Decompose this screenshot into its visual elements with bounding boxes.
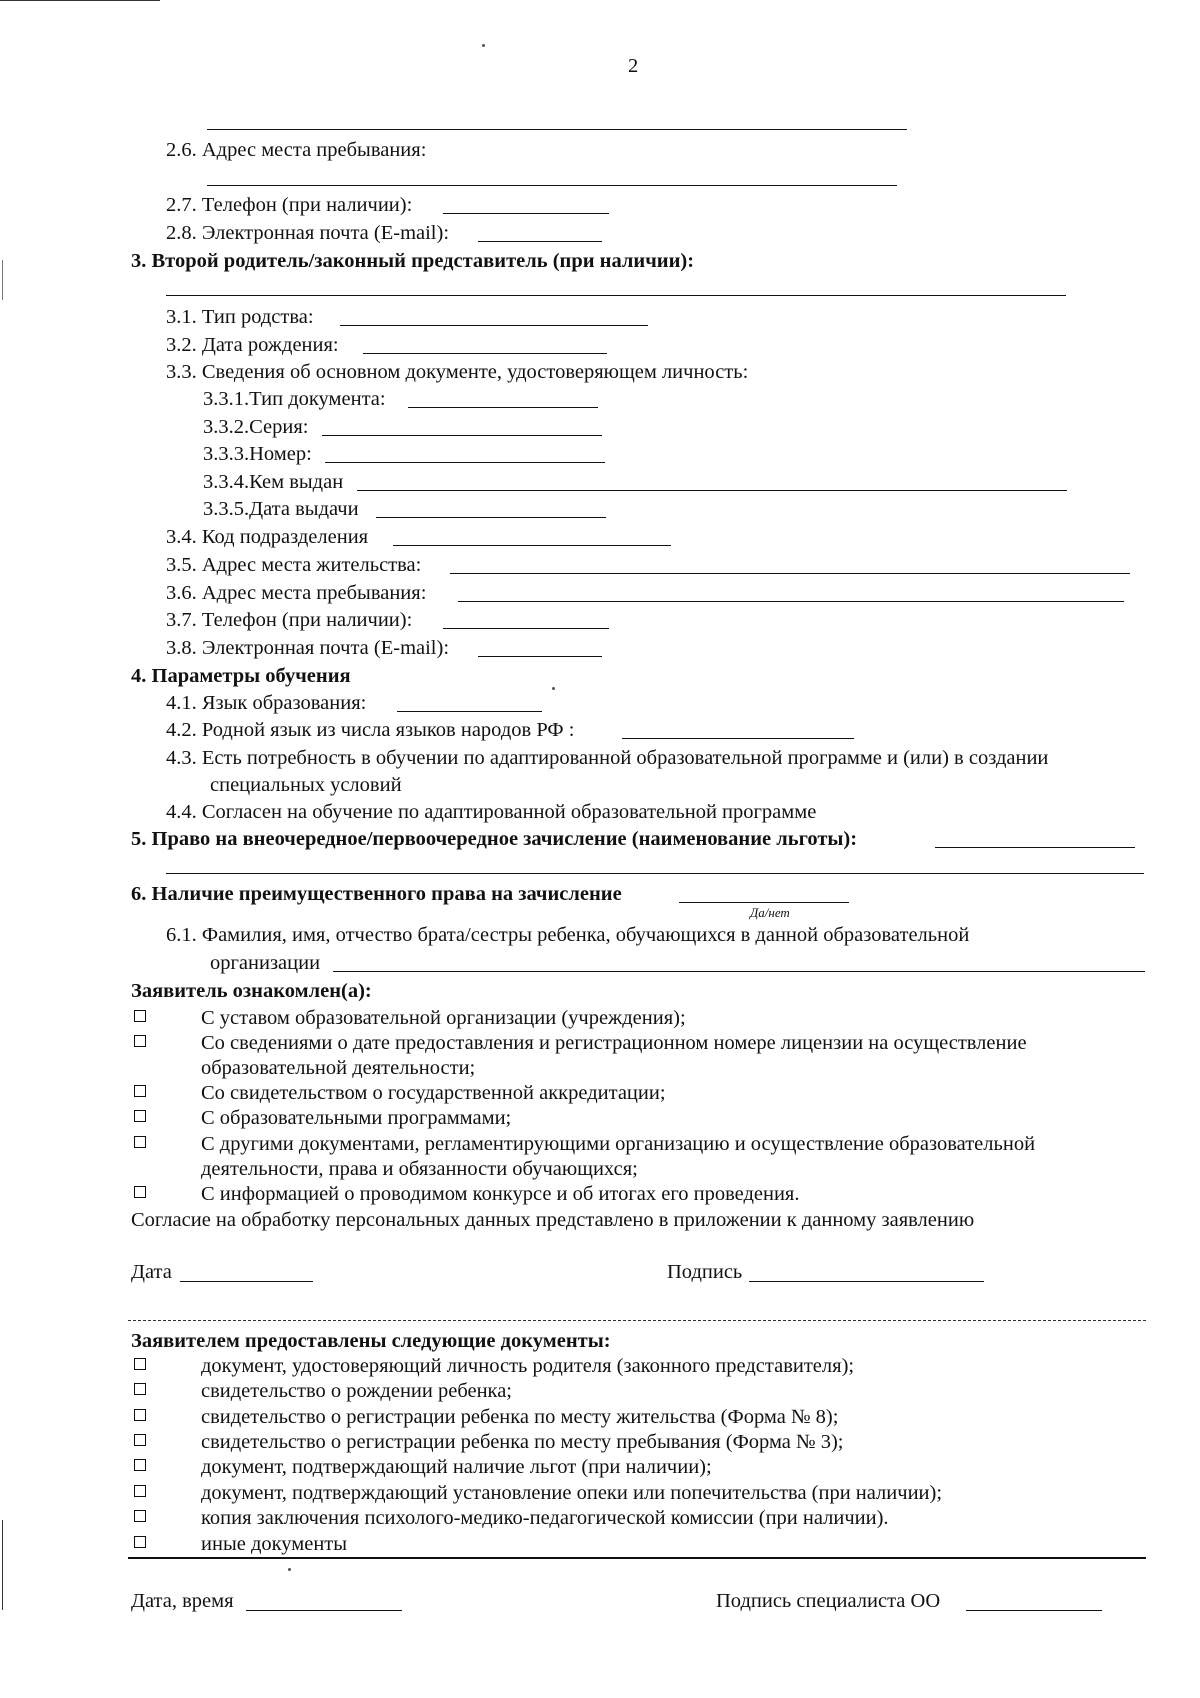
item-3-3-label: 3.3. Сведения об основном документе, удостоверяющем личность: (166, 361, 749, 383)
document-item: иные документы (201, 1533, 348, 1555)
item-3-4-label: 3.4. Код подразделения (166, 526, 369, 548)
field-3-7-line[interactable] (443, 628, 609, 629)
document-item: документ, подтверждающий наличие льгот (при наличии); (201, 1456, 712, 1478)
acquainted-item: С уставом образовательной организации (учреждения); (201, 1007, 686, 1029)
item-3-3-3-label: 3.3.3.Номер: (203, 443, 312, 465)
item-3-8-label: 3.8. Электронная почта (E-mail): (166, 637, 450, 659)
item-3-1-label: 3.1. Тип родства: (166, 306, 314, 328)
field-3-1-line[interactable] (340, 325, 648, 326)
consent-note: Согласие на обработку персональных данных представлено в приложении к данному заявлению (131, 1209, 975, 1231)
field-line (207, 129, 907, 130)
checkbox[interactable] (134, 1383, 146, 1395)
field-2-8-line[interactable] (478, 241, 602, 242)
field-3-3-3-line[interactable] (325, 462, 605, 463)
checkbox[interactable] (134, 1485, 146, 1497)
field-5-line[interactable] (935, 847, 1135, 848)
item-3-3-4-label: 3.3.4.Кем выдан (203, 471, 344, 493)
datetime-label: Дата, время (131, 1590, 234, 1612)
acquainted-item: Со свидетельством о государственной аккредитации; (201, 1082, 666, 1104)
field-4-1-line[interactable] (397, 711, 542, 712)
checkbox[interactable] (134, 1186, 146, 1198)
item-4-1-label: 4.1. Язык образования: (166, 692, 367, 714)
document-item: свидетельство о регистрации ребенка по месту пребывания (Форма № 3); (201, 1431, 844, 1453)
acquainted-item: С информацией о проводимом конкурсе и об итогах его проведения. (201, 1183, 800, 1205)
checkbox[interactable] (134, 1459, 146, 1471)
document-item: свидетельство о рождении ребенка; (201, 1380, 513, 1402)
scan-edge-line-left (2, 260, 3, 300)
page-number: 2 (628, 55, 639, 77)
document-item: свидетельство о регистрации ребенка по месту жительства (Форма № 8); (201, 1406, 839, 1428)
acquainted-heading: Заявитель ознакомлен(а): (131, 980, 372, 1002)
section-divider (128, 1557, 1146, 1559)
datetime-field-line[interactable] (246, 1610, 402, 1611)
checkbox[interactable] (134, 1536, 146, 1548)
item-6-1-label-line2: организации (210, 952, 321, 974)
field-5-line-2[interactable] (166, 873, 1144, 874)
section-4-heading: 4. Параметры обучения (131, 665, 351, 687)
item-4-3-label-line1: 4.3. Есть потребность в обучении по адаптированной образовательной программе и (или) в создании (166, 747, 1049, 769)
item-3-2-label: 3.2. Дата рождения: (166, 334, 339, 356)
checkbox[interactable] (134, 1510, 146, 1522)
date-field-line[interactable] (180, 1281, 313, 1282)
acquainted-item-continued: образовательной деятельности; (201, 1057, 476, 1079)
acquainted-item: С образовательными программами; (201, 1107, 512, 1129)
document-item: документ, подтверждающий установление опеки или попечительства (при наличии); (201, 1482, 943, 1504)
item-3-6-label: 3.6. Адрес места пребывания: (166, 582, 427, 604)
checkbox[interactable] (134, 1010, 146, 1022)
item-6-1-label-line1: 6.1. Фамилия, имя, отчество брата/сестры ребенка, обучающихся в данной образовательной (166, 924, 970, 946)
field-3-3-2-line[interactable] (322, 435, 602, 436)
item-3-3-2-label: 3.3.2.Серия: (203, 416, 309, 438)
item-3-3-5-label: 3.3.5.Дата выдачи (203, 498, 359, 520)
document-item: копия заключения психолого-медико-педагогической комиссии (при наличии). (201, 1507, 889, 1529)
item-4-2-label: 4.2. Родной язык из числа языков народов РФ : (166, 719, 575, 741)
acquainted-item: С другими документами, регламентирующими организацию и осуществление образовательной (201, 1133, 1036, 1155)
field-4-2-line[interactable] (622, 738, 854, 739)
item-2-8-label: 2.8. Электронная почта (E-mail): (166, 222, 450, 244)
item-3-7-label: 3.7. Телефон (при наличии): (166, 609, 413, 631)
scan-edge-line-left-bottom (2, 1520, 3, 1610)
date-label: Дата (131, 1261, 172, 1283)
field-3-2-line[interactable] (363, 353, 607, 354)
checkbox[interactable] (134, 1085, 146, 1097)
item-2-6-label: 2.6. Адрес места пребывания: (166, 139, 427, 161)
specialist-signature-label: Подпись специалиста ОО (716, 1590, 941, 1612)
field-3-5-line[interactable] (450, 573, 1130, 574)
field-3-line[interactable] (166, 295, 1066, 296)
document-item: документ, удостоверяющий личность родителя (законного представителя); (201, 1355, 855, 1377)
signature-field-line[interactable] (749, 1281, 984, 1282)
item-4-3-label-line2: специальных условий (210, 774, 402, 796)
checkbox[interactable] (134, 1110, 146, 1122)
item-3-3-1-label: 3.3.1.Тип документа: (203, 388, 386, 410)
acquainted-item: Со сведениями о дате предоставления и регистрационном номере лицензии на осуществление (201, 1032, 1027, 1054)
section-6-heading: 6. Наличие преимущественного права на зачисление (131, 883, 622, 905)
section-3-heading: 3. Второй родитель/законный представитель (при наличии): (131, 250, 695, 272)
field-3-3-4-line[interactable] (357, 490, 1067, 491)
checkbox[interactable] (134, 1409, 146, 1421)
scan-edge-line-top (0, 0, 160, 2)
section-5-heading: 5. Право на внеочередное/первоочередное зачисление (наименование льготы): (131, 828, 858, 850)
checkbox[interactable] (134, 1358, 146, 1370)
item-3-5-label: 3.5. Адрес места жительства: (166, 554, 422, 576)
yes-no-caption: Да/нет (750, 905, 790, 920)
acquainted-item-continued: деятельности, права и обязанности обучающихся; (201, 1158, 638, 1180)
documents-heading: Заявителем предоставлены следующие документы: (131, 1330, 611, 1352)
scan-speck (288, 1568, 291, 1571)
field-3-3-1-line[interactable] (408, 407, 598, 408)
field-6-1-line[interactable] (333, 971, 1145, 972)
scan-speck (482, 44, 485, 47)
field-3-4-line[interactable] (393, 545, 671, 546)
field-2-6-line[interactable] (207, 185, 897, 186)
field-2-7-line[interactable] (443, 213, 609, 214)
cut-line (128, 1320, 1146, 1321)
field-3-3-5-line[interactable] (376, 517, 606, 518)
scan-speck (552, 687, 555, 690)
item-2-7-label: 2.7. Телефон (при наличии): (166, 194, 413, 216)
checkbox[interactable] (134, 1136, 146, 1148)
field-6-yesno-line[interactable] (679, 902, 849, 903)
field-3-6-line[interactable] (458, 601, 1124, 602)
item-4-4-label: 4.4. Согласен на обучение по адаптированной образовательной программе (166, 801, 817, 823)
field-3-8-line[interactable] (478, 656, 602, 657)
specialist-signature-field-line[interactable] (966, 1610, 1102, 1611)
signature-label: Подпись (667, 1261, 743, 1283)
checkbox[interactable] (134, 1434, 146, 1446)
checkbox[interactable] (134, 1035, 146, 1047)
